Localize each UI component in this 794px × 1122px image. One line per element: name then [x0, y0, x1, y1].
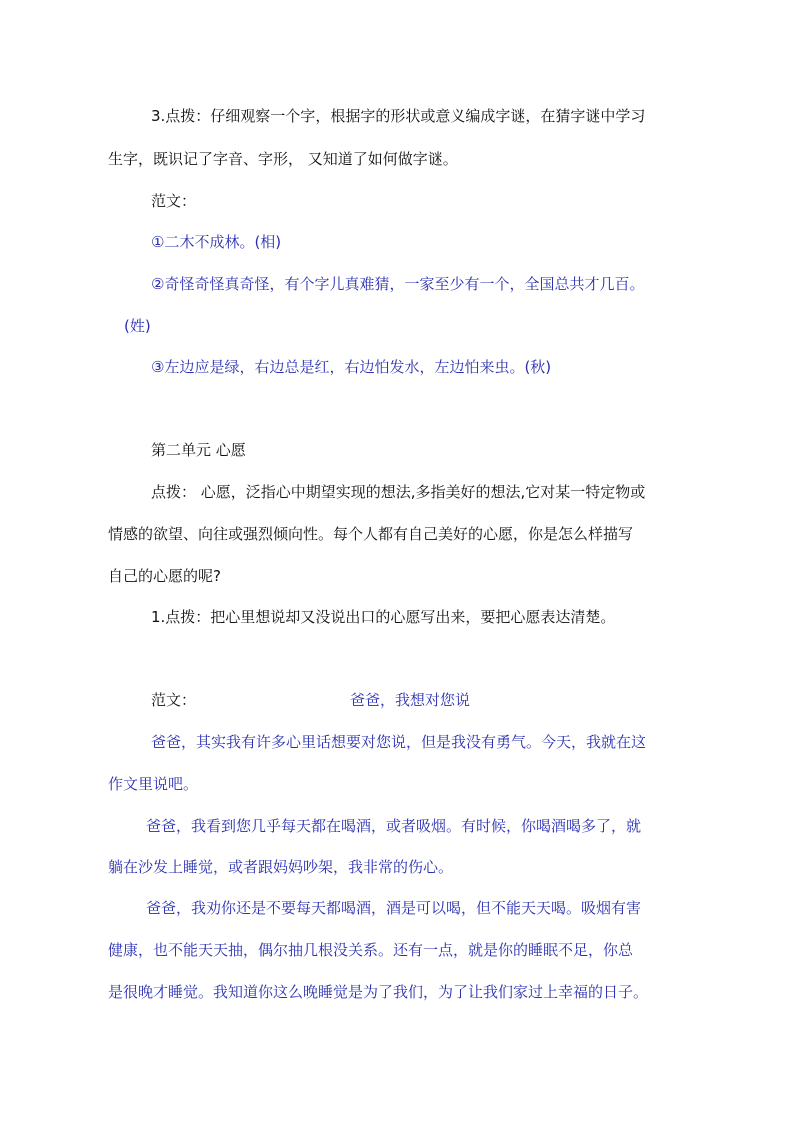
tip-wish-line1: 点拨： 心愿，泛指心中期望实现的想法,多指美好的想法,它对某一特定物或 — [151, 483, 646, 501]
essay-p1-line1: 爸爸，其实我有许多心里话想要对您说，但是我没有勇气。今天，我就在这 — [151, 733, 647, 751]
essay-p3-line2: 健康，也不能天天抽，偶尔抽几根没关系。还有一点，就是你的睡眠不足，你总 — [108, 941, 634, 959]
riddle-2-line1: ②奇怪奇怪真奇怪，有个字儿真难猜，一家至少有一个，全国总共才几百。 — [151, 275, 645, 293]
example-label-2: 范文： — [151, 691, 197, 709]
unit-title: 第二单元 心愿 — [151, 441, 246, 459]
tip-wish-line3: 自己的心愿的呢? — [108, 567, 221, 585]
essay-title: 爸爸，我想对您说 — [350, 691, 471, 709]
tip-riddle-line1: 3.点拨：仔细观察一个字，根据字的形状或意义编成字谜，在猜字谜中学习 — [151, 107, 646, 125]
tip-wish-line2: 情感的欲望、向往或强烈倾向性。每个人都有自己美好的心愿，你是怎么样描写 — [108, 525, 634, 543]
tip-riddle-line2: 生字，既识记了字音、字形， 又知道了如何做字谜。 — [108, 150, 458, 168]
essay-p3-line3: 是很晚才睡觉。我知道你这么晚睡觉是为了我们，为了让我们家过上幸福的日子。 — [108, 983, 649, 1001]
essay-p2-line2: 躺在沙发上睡觉，或者跟妈妈吵架，我非常的伤心。 — [108, 858, 454, 876]
essay-p2-line1: 爸爸，我看到您几乎每天都在喝酒，或者吸烟。有时候，你喝酒喝多了，就 — [146, 817, 642, 835]
riddle-1: ①二木不成林。(相) — [151, 233, 282, 251]
riddle-2-line2: (姓) — [124, 317, 151, 335]
example-label: 范文： — [151, 192, 197, 210]
essay-p1-line2: 作文里说吧。 — [108, 775, 199, 793]
riddle-3: ③左边应是绿，右边总是红，右边怕发水，左边怕来虫。(秋) — [151, 358, 552, 376]
essay-p3-line1: 爸爸，我劝你还是不要每天都喝酒，酒是可以喝，但不能天天喝。吸烟有害 — [146, 899, 642, 917]
point-1: 1.点拨：把心里想说却又没说出口的心愿写出来，要把心愿表达清楚。 — [151, 608, 616, 626]
